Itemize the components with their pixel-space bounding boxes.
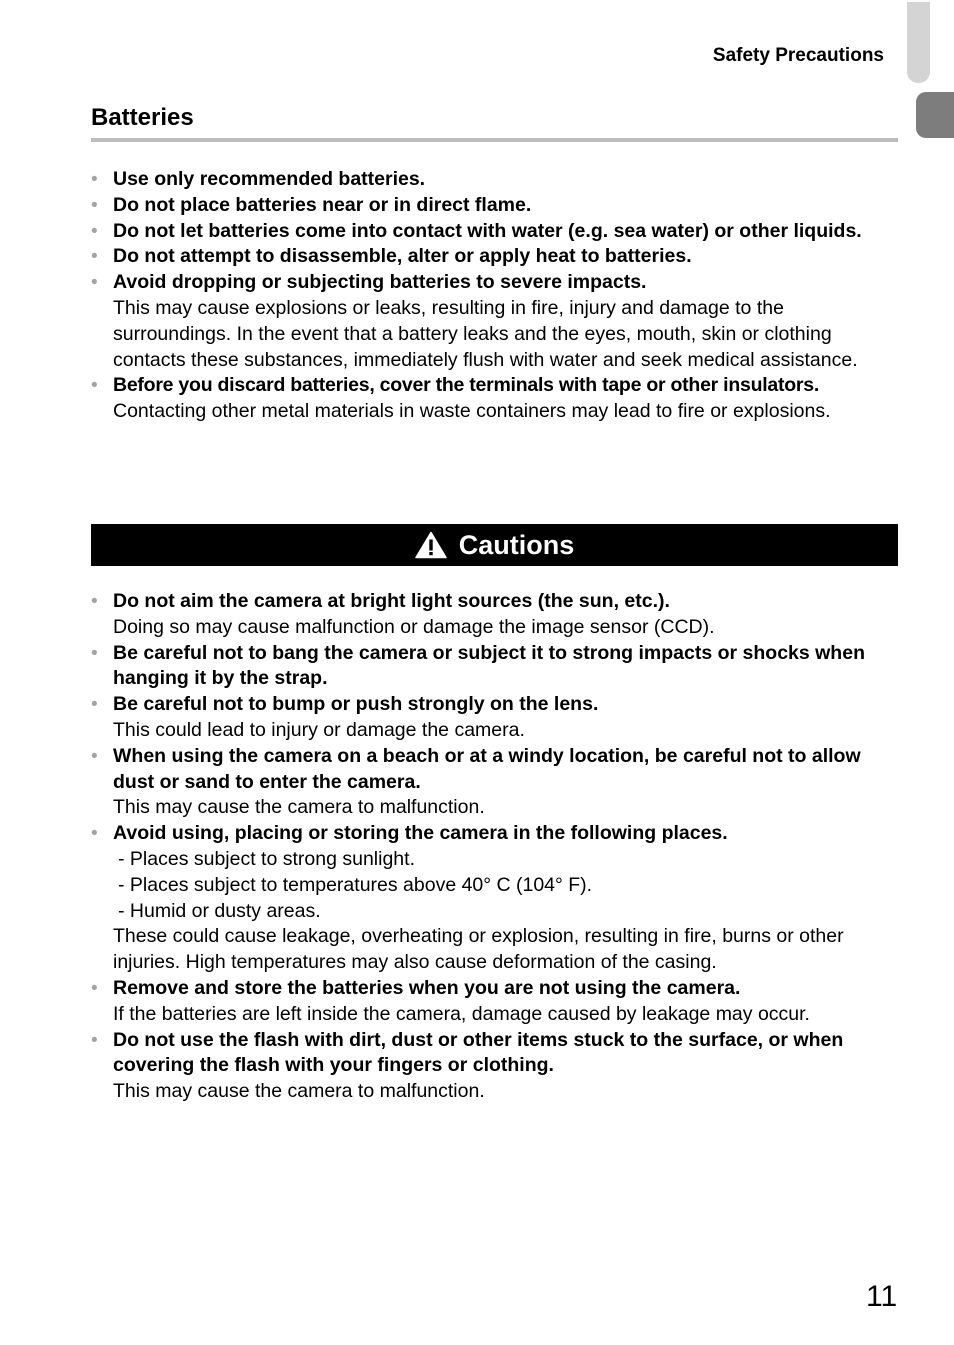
item-heading: Do not use the flash with dirt, dust or other items stuck to the surface, or when covering the flash with your fingers or clothing. [113,1028,844,1077]
warning-triangle-icon [415,531,447,559]
list-item [91,167,898,193]
list-item [91,219,898,245]
item-body: Contacting other metal materials in waste containers may lead to fire or explosions. [113,400,831,423]
item-heading: Do not place batteries near or in direct flame. [113,193,532,216]
list-item [91,270,898,373]
list-item [91,373,898,425]
batteries-list [91,167,898,425]
item-subitem: - Places subject to temperatures above 40° C (104° F). [118,873,593,896]
bullet-icon: • [91,694,98,716]
item-body: This may cause the camera to malfunction. [113,796,485,819]
bullet-icon: • [91,194,98,216]
bullet-icon: • [91,246,98,268]
bullet-icon: • [91,220,98,242]
list-item [91,821,898,976]
bullet-icon: • [91,642,98,664]
item-heading: Do not let batteries come into contact with water (e.g. sea water) or other liquids. [113,219,862,242]
bullet-icon: • [91,375,98,397]
chapter-tab-marker [916,92,954,138]
bullet-icon: • [91,272,98,294]
list-item [91,1028,898,1105]
item-heading: Do not attempt to disassemble, alter or apply heat to batteries. [113,245,692,268]
item-body: This may cause explosions or leaks, resulting in fire, injury and damage to the surroundings. In the event that a battery leaks and the eyes, mouth, skin or clothing contacts these substances, immediately flush with water and seek medical assistance. [113,296,858,371]
item-heading: Remove and store the batteries when you are not using the camera. [113,976,741,999]
list-item [91,193,898,219]
list-item [91,692,898,744]
item-body: If the batteries are left inside the camera, damage caused by leakage may occur. [113,1002,810,1025]
cautions-title: Cautions [458,530,575,560]
item-body: These could cause leakage, overheating or explosion, resulting in fire, burns or other injuries. High temperatures may also cause deformation of the casing. [113,925,844,974]
batteries-heading-rule [91,138,898,142]
item-body: This could lead to injury or damage the camera. [113,718,525,741]
item-heading: Avoid dropping or subjecting batteries to severe impacts. [113,271,647,294]
item-body: Doing so may cause malfunction or damage the image sensor (CCD). [113,615,715,638]
list-item [91,641,898,693]
item-subitem: - Humid or dusty areas. [118,899,321,922]
bullet-icon: • [91,977,98,999]
list-item [91,976,898,1028]
bullet-icon: • [91,169,98,190]
item-heading: Avoid using, placing or storing the camera in the following places. [113,822,728,845]
bullet-icon: • [91,823,98,845]
item-heading: Be careful not to bang the camera or subject it to strong impacts or shocks when hanging it by the strap. [113,641,865,690]
bullet-icon: • [91,745,98,767]
list-item [91,244,898,270]
item-heading: When using the camera on a beach or at a windy location, be careful not to allow dust or sand to enter the camera. [113,744,861,793]
running-header: Safety Precautions [712,45,884,66]
chapter-tab-upper [907,2,930,83]
item-heading: Be careful not to bump or push strongly on the lens. [113,693,599,716]
item-body: This may cause the camera to malfunction. [113,1080,485,1103]
item-heading: Use only recommended batteries. [113,168,426,190]
item-subitem: - Places subject to strong sunlight. [118,847,415,870]
list-item [91,744,898,821]
batteries-heading: Batteries [91,104,194,131]
cautions-list [91,589,898,1105]
list-item [91,589,898,641]
bullet-icon: • [91,1029,98,1051]
item-heading: Do not aim the camera at bright light sources (the sun, etc.). [113,590,670,612]
cautions-banner [91,524,898,566]
bullet-icon: • [91,591,98,612]
item-heading: Before you discard batteries, cover the terminals with tape or other insulators. [113,374,820,397]
page-number: 11 [866,1280,898,1313]
